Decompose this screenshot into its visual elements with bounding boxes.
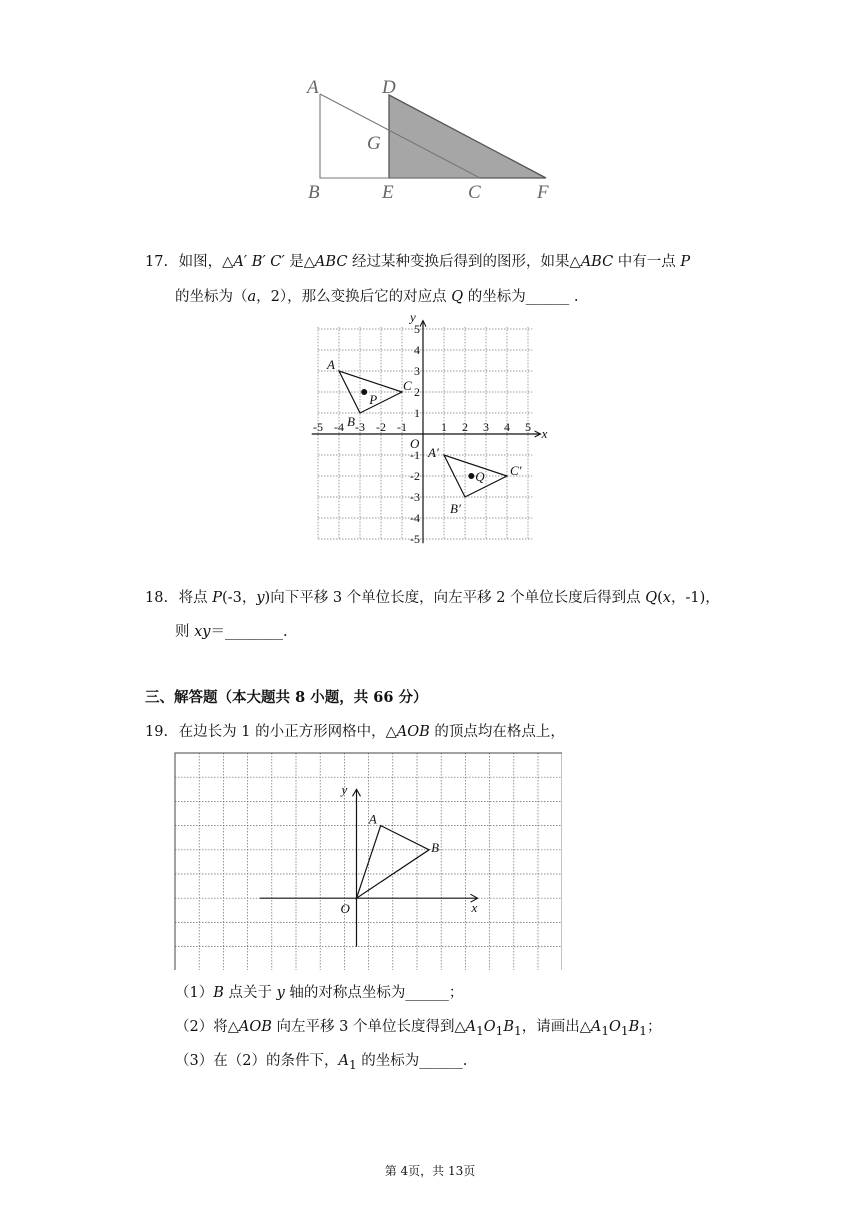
label-B: B	[431, 839, 440, 855]
label-A: A	[307, 77, 319, 98]
geometry-figure	[300, 74, 560, 204]
label-C: C	[403, 378, 412, 393]
point-P	[361, 389, 367, 395]
y-tick-label: -3	[410, 490, 420, 504]
y-tick-label: 4	[414, 343, 420, 357]
label-F: F	[537, 182, 549, 203]
y-tick-label: -5	[410, 532, 420, 546]
question-number: 18.	[145, 590, 169, 606]
y-axis-label: y	[341, 782, 348, 798]
label-A-prime: A′	[428, 445, 439, 460]
section-heading: 三、解答题（本大题共 8 小题，共 66 分）	[145, 689, 428, 706]
question-18-line2: 则 xy＝________.	[175, 624, 288, 640]
y-tick-label: 2	[414, 385, 420, 399]
y-tick-label: 1	[414, 406, 420, 420]
x-axis-label: x	[471, 900, 478, 916]
question-19-intro: 19. 在边长为 1 的小正方形网格中，△AOB 的顶点均在格点上，	[145, 724, 565, 740]
question-17-line2: 的坐标为（a，2），那么变换后它的对应点 Q 的坐标为______ .	[175, 289, 579, 305]
label-A: A	[327, 357, 335, 372]
y-tick-label: -4	[410, 511, 420, 525]
x-tick-label: -5	[313, 420, 323, 434]
y-tick-label: -2	[410, 469, 420, 483]
label-B-prime: B′	[450, 501, 461, 516]
label-P: P	[369, 392, 378, 407]
y-axis-label: y	[410, 309, 416, 325]
y-tick-label: -1	[410, 448, 420, 462]
label-D: D	[382, 77, 396, 98]
question-19-sub3: （3）在（2）的条件下，$A_1$ 的坐标为______.	[175, 1053, 468, 1072]
x-tick-label: 1	[441, 420, 447, 434]
page-footer: 第 4页，共 13页	[384, 1164, 476, 1178]
y-tick-label: 5	[414, 322, 420, 336]
question-17-line1: 17. 如图，△A′ B′ C′ 是△ABC 经过某种变换后得到的图形，如果△ABC 中有一点 P	[145, 254, 691, 270]
coordinate-graph-19	[174, 752, 562, 970]
x-tick-label: 3	[483, 420, 489, 434]
coordinate-graph-17	[300, 306, 555, 548]
label-Q: Q	[475, 469, 485, 484]
x-tick-label: 4	[504, 420, 510, 434]
x-tick-label: -4	[334, 420, 344, 434]
question-18-line1: 18. 将点 P(-3，y)向下平移 3 个单位长度，向左平移 2 个单位长度后得到点 Q(x，-1)，	[145, 590, 720, 606]
label-C: C	[468, 182, 481, 203]
x-tick-label: -1	[397, 420, 407, 434]
label-A: A	[368, 811, 377, 827]
question-number: 19.	[145, 724, 169, 740]
origin-label: O	[410, 436, 420, 451]
x-tick-label: -3	[355, 420, 365, 434]
y-tick-label: 3	[414, 364, 420, 378]
label-E: E	[382, 182, 394, 203]
label-B: B	[308, 182, 320, 203]
x-tick-label: -2	[376, 420, 386, 434]
label-B: B	[347, 414, 355, 429]
question-19-sub2: （2）将△AOB 向左平移 3 个单位长度得到$\triangle A_1O_1B_1$，请画出$\triangle A_1O_1B_1$；	[175, 1019, 662, 1038]
label-G: G	[367, 133, 381, 154]
x-axis-label: x	[541, 426, 548, 441]
question-19-sub1: （1）B 点关于 y 轴的对称点坐标为______；	[175, 985, 464, 1001]
x-tick-label: 2	[462, 420, 468, 434]
label-C-prime: C′	[510, 463, 522, 478]
question-number: 17.	[145, 254, 169, 270]
x-tick-label: 5	[525, 420, 531, 434]
origin-label: O	[340, 901, 350, 917]
point-Q	[468, 473, 474, 479]
